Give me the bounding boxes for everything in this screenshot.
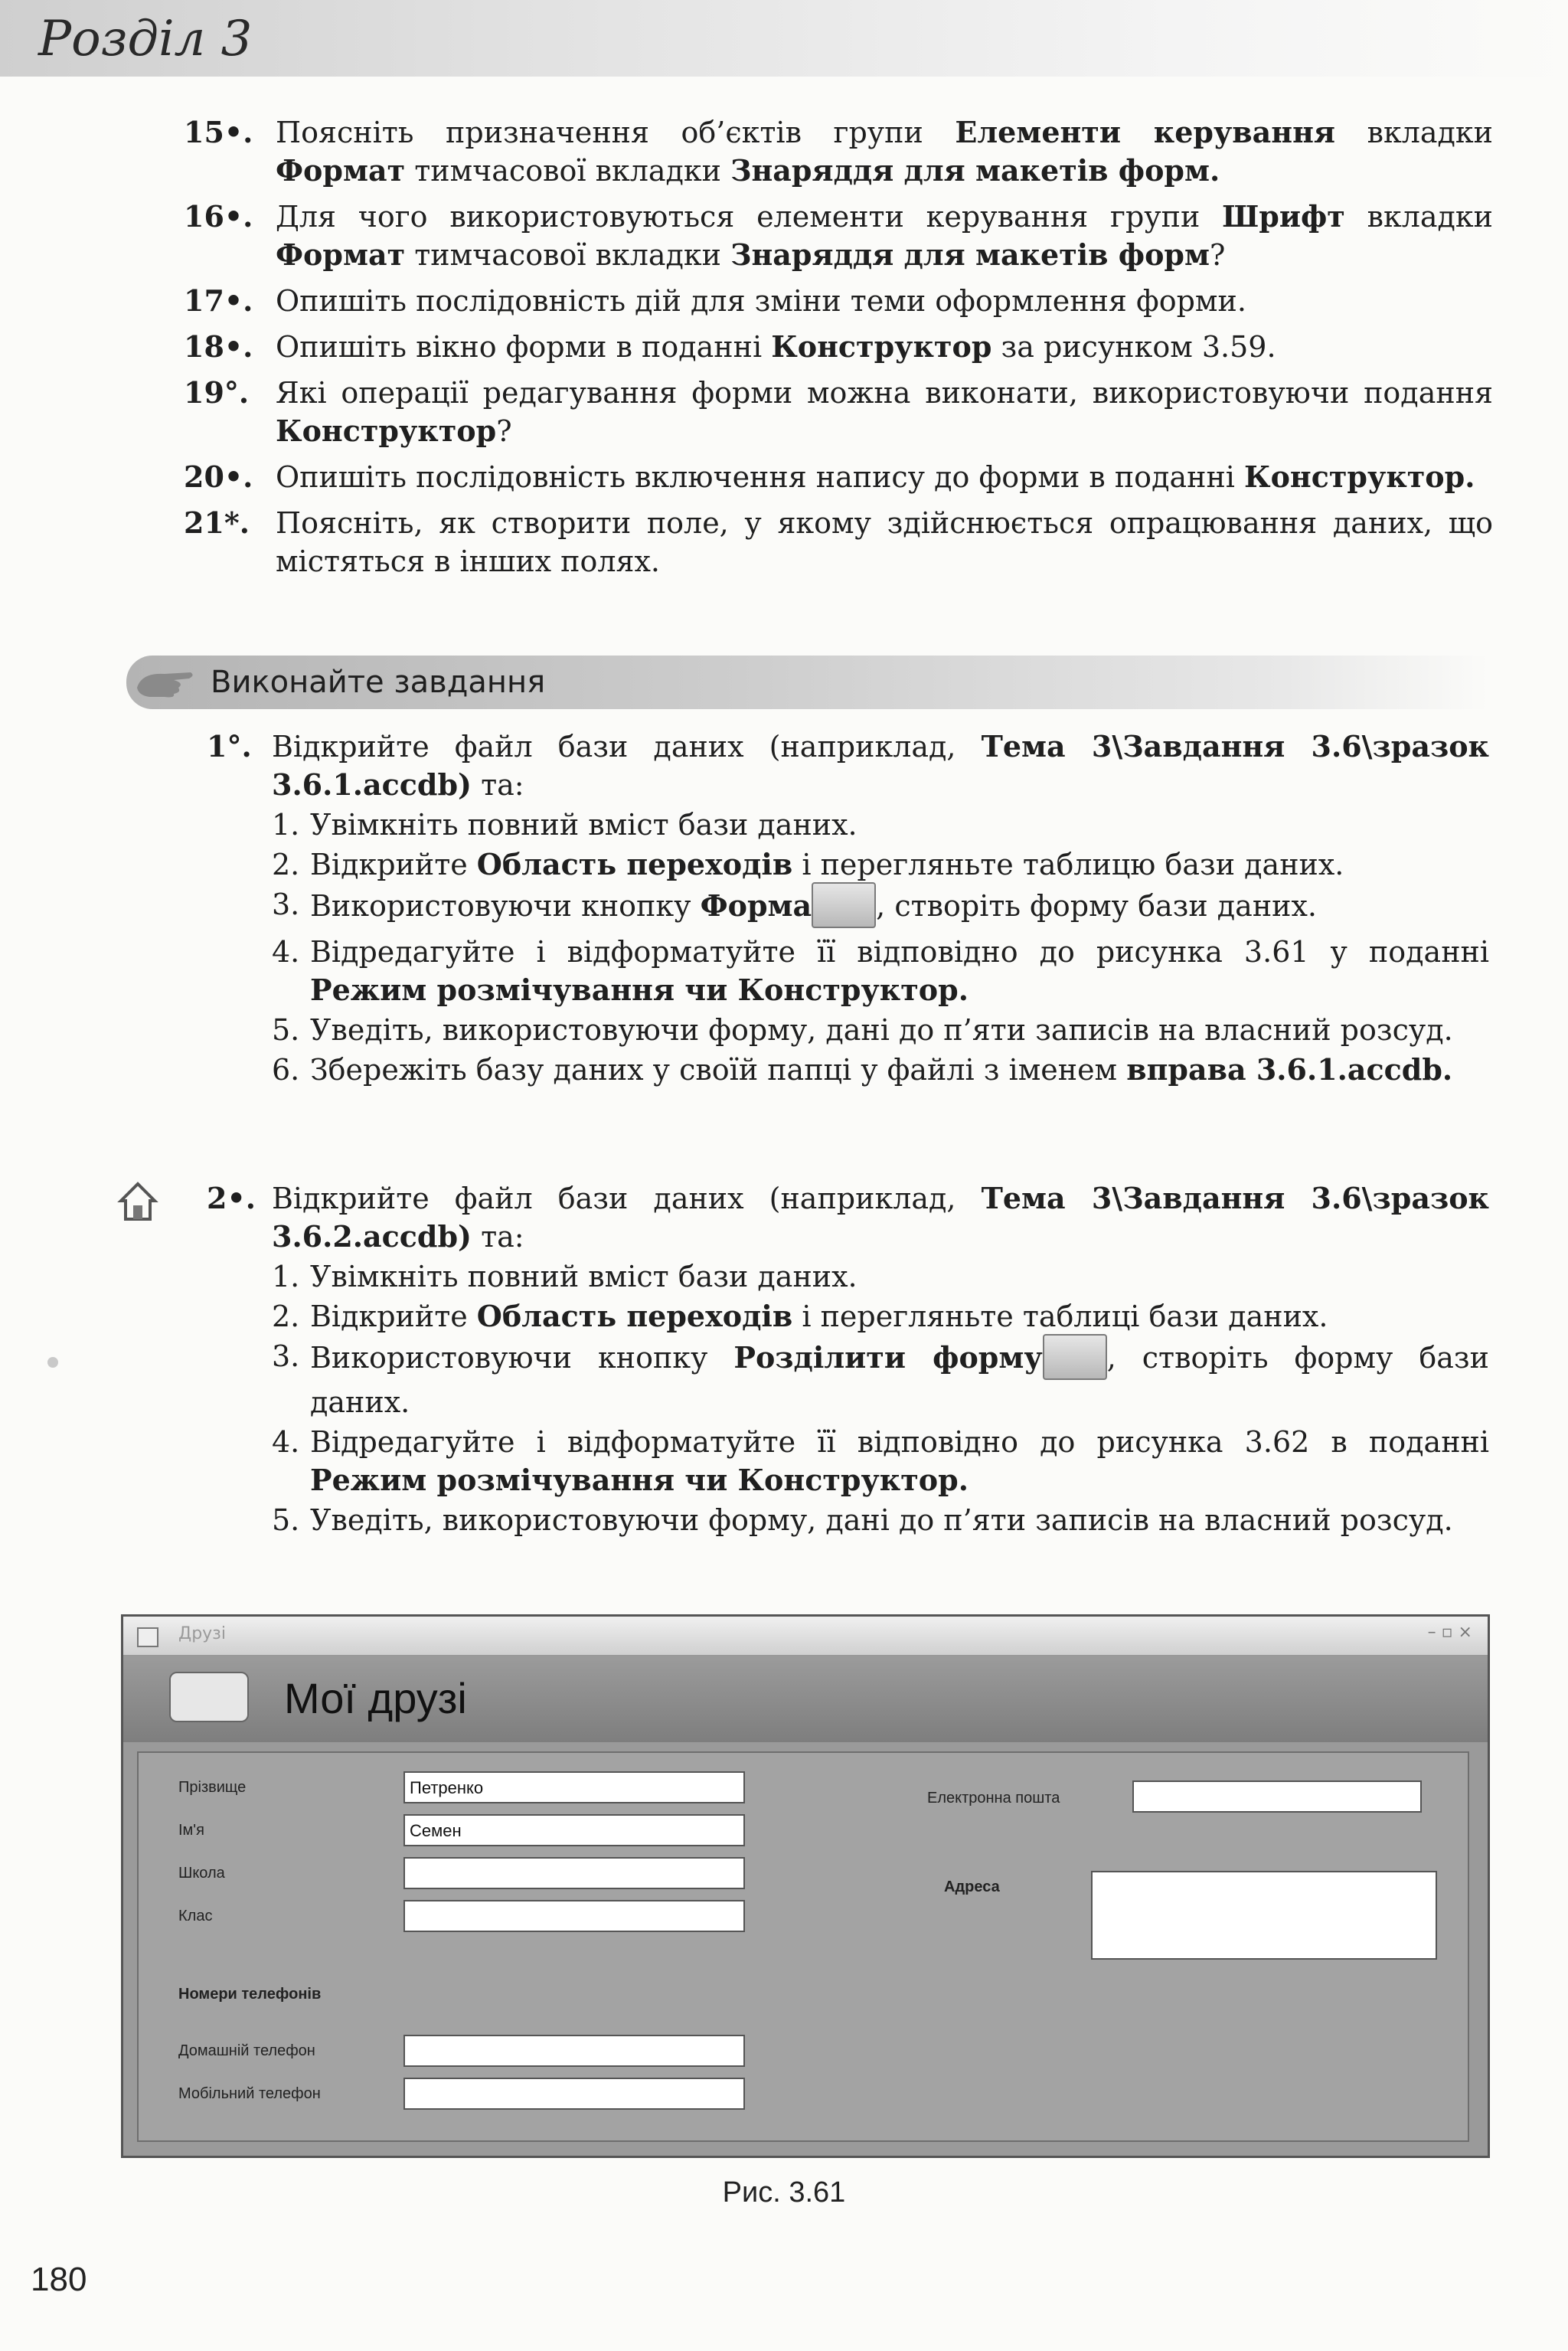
task-header-title: Виконайте завдання <box>211 665 546 700</box>
step-text <box>310 1300 1328 1333</box>
name-label: Ім'я <box>178 1822 204 1839</box>
bold-term: Область переходів <box>476 1299 793 1333</box>
question-item <box>184 282 1493 320</box>
window-title: Друзі <box>178 1624 226 1643</box>
form-detail-area <box>137 1751 1469 2142</box>
text-run: Опишіть послідовність включення напису до форми в поданні <box>276 460 1245 494</box>
text-run: тимчасової вкладки <box>405 238 731 272</box>
school-field[interactable] <box>403 1857 745 1889</box>
step-text <box>310 1425 1489 1497</box>
question-text <box>276 284 1246 318</box>
mobile-phone-field[interactable] <box>403 2078 745 2110</box>
task-header-band <box>126 656 1489 709</box>
task-step <box>272 933 1489 1009</box>
form-logo-icon <box>169 1672 249 1722</box>
text-run: та: <box>472 768 524 802</box>
bold-term: Розділити форму <box>733 1339 1043 1375</box>
task-step <box>272 845 1489 884</box>
surname-label: Прізвище <box>178 1779 247 1796</box>
step-number: 2. <box>272 1300 300 1333</box>
question-text <box>276 116 1493 188</box>
bold-term: вправа 3.6.1.accdb. <box>1126 1052 1453 1087</box>
form-title: Мої друзі <box>284 1674 467 1722</box>
step-number: 5. <box>272 1503 300 1537</box>
step-number: 3. <box>272 1339 300 1373</box>
text-run: Відкрийте файл бази даних (наприклад, <box>272 1182 982 1215</box>
task-1 <box>207 728 1489 804</box>
bold-term: Конструктор <box>276 414 497 448</box>
split-form-button-icon <box>1043 1334 1107 1380</box>
step-text <box>310 889 1317 923</box>
text-run: та: <box>472 1220 524 1254</box>
text-run: Поясніть, як створити поле, у якому здійснюється опрацювання даних, що містяться в інших полях. <box>276 506 1493 578</box>
bold-term: Тема 3\Завдання 3.6\зразок 3.6.1.accdb) <box>272 729 1489 802</box>
text-run: тимчасової вкладки <box>405 154 731 188</box>
question-number: 17•. <box>184 283 253 318</box>
text-run: вкладки <box>1335 116 1494 149</box>
question-item <box>184 198 1493 274</box>
section-label: Розділ 3 <box>38 11 253 67</box>
bold-term: Область переходів <box>476 847 793 881</box>
question-item <box>184 328 1493 366</box>
text-run: ? <box>496 414 512 448</box>
step-text <box>310 935 1489 1007</box>
bold-term: Знаряддя для макетів форм <box>730 237 1210 272</box>
pointing-hand-icon <box>134 665 195 700</box>
step-number: 1. <box>272 808 300 842</box>
surname-field[interactable]: Петренко <box>403 1771 745 1803</box>
text-run: Використовуючи кнопку <box>310 888 701 923</box>
bold-term: Знаряддя для макетів форм. <box>730 153 1220 188</box>
step-number: 2. <box>272 848 300 881</box>
questions-list <box>184 113 1493 588</box>
text-run: Опишіть послідовність дій для зміни теми оформлення форми. <box>276 284 1246 318</box>
figure-caption: Рис. 3.61 <box>722 2176 846 2209</box>
task-step <box>272 1501 1489 1539</box>
step-text <box>310 1341 1489 1420</box>
form-header-banner <box>123 1656 1488 1742</box>
step-number: 5. <box>272 1013 300 1047</box>
task-number: 1°. <box>207 729 252 764</box>
step-text <box>310 848 1344 881</box>
bold-term: Режим розмічування чи Конструктор. <box>310 1463 969 1497</box>
step-text <box>310 1260 858 1293</box>
text-run: Використовуючи кнопку <box>310 1340 734 1375</box>
question-item <box>184 113 1493 190</box>
step-text <box>310 1503 1453 1537</box>
text-run: вкладки <box>1344 200 1494 234</box>
text-run: Поясніть призначення об’єктів групи <box>276 116 956 149</box>
question-text <box>276 460 1475 494</box>
question-item <box>184 458 1493 496</box>
text-run: Відредагуйте і відформатуйте її відповідно до рисунка 3.61 у поданні <box>310 935 1489 969</box>
school-label: Школа <box>178 1865 225 1882</box>
text-run: Відкрийте <box>310 1300 477 1333</box>
home-phone-label: Домашній телефон <box>178 2042 315 2059</box>
name-field[interactable]: Семен <box>403 1814 745 1846</box>
class-field[interactable] <box>403 1900 745 1932</box>
task-number: 2•. <box>207 1181 256 1215</box>
email-field[interactable] <box>1132 1780 1422 1813</box>
step-number: 4. <box>272 1425 300 1459</box>
text-run: за рисунком 3.59. <box>991 330 1276 364</box>
question-number: 21*. <box>184 505 250 540</box>
bold-term: Шрифт <box>1222 199 1345 234</box>
text-run: Уведіть, використовуючи форму, дані до п’яти записів на власний розсуд. <box>310 1503 1453 1537</box>
question-item <box>184 374 1493 450</box>
task-step <box>272 1297 1489 1336</box>
bold-term: Формат <box>276 237 406 272</box>
step-text <box>310 1053 1452 1087</box>
step-number: 3. <box>272 888 300 921</box>
task-intro <box>207 728 1489 804</box>
task-step <box>272 1337 1489 1421</box>
task-1-steps <box>272 806 1489 1090</box>
question-text <box>276 506 1493 578</box>
question-text <box>276 376 1493 448</box>
question-number: 18•. <box>184 329 253 364</box>
question-number: 16•. <box>184 199 253 234</box>
question-text <box>276 330 1276 364</box>
window-controls[interactable]: – ▫ × <box>1427 1623 1472 1642</box>
question-text <box>276 200 1493 272</box>
text-run: Які операції редагування форми можна виконати, використовуючи подання <box>276 376 1493 410</box>
text-run: Уведіть, використовуючи форму, дані до п’яти записів на власний розсуд. <box>310 1013 1453 1047</box>
bold-term: Формат <box>276 153 406 188</box>
text-run: ? <box>1210 238 1226 272</box>
text-run: Увімкніть повний вміст бази даних. <box>310 1260 858 1293</box>
section-header <box>0 0 1568 77</box>
step-number: 6. <box>272 1053 300 1087</box>
text-run: і перегляньте таблицю бази даних. <box>792 848 1344 881</box>
phones-heading: Номери телефонів <box>178 1986 322 2003</box>
page-speck <box>47 1357 58 1368</box>
step-text <box>310 1013 1453 1047</box>
form-button-icon <box>812 882 876 928</box>
task-step <box>272 1051 1489 1089</box>
step-number: 1. <box>272 1260 300 1293</box>
text-run: , створіть форму бази даних. <box>876 888 1317 923</box>
mobile-phone-label: Мобільний телефон <box>178 2085 321 2102</box>
question-number: 15•. <box>184 115 253 149</box>
bold-term: Форма <box>700 888 812 923</box>
bold-term: Елементи керування <box>955 115 1336 149</box>
address-field[interactable] <box>1091 1871 1437 1960</box>
task-intro <box>207 1179 1489 1256</box>
address-label: Адреса <box>944 1879 1000 1895</box>
task-2-steps <box>272 1257 1489 1541</box>
class-label: Клас <box>178 1908 213 1924</box>
text-run: і перегляньте таблиці бази даних. <box>792 1300 1328 1333</box>
bold-term: Конструктор <box>771 329 992 364</box>
window-titlebar <box>123 1617 1488 1656</box>
text-run: Увімкніть повний вміст бази даних. <box>310 808 858 842</box>
text-run: , створіть форму бази даних. <box>310 1340 1489 1419</box>
text-run: Збережіть базу даних у своїй папці у файлі з іменем <box>310 1053 1127 1087</box>
question-number: 19°. <box>184 375 250 410</box>
task-step <box>272 885 1489 931</box>
task-2 <box>207 1179 1489 1256</box>
text-run: Відкрийте файл бази даних (наприклад, <box>272 730 982 764</box>
email-label: Електронна пошта <box>927 1790 1060 1807</box>
question-item <box>184 504 1493 580</box>
text-run: Відкрийте <box>310 848 477 881</box>
page-number: 180 <box>31 2261 87 2298</box>
task-step <box>272 806 1489 844</box>
step-text <box>310 808 858 842</box>
bold-term: Тема 3\Завдання 3.6\зразок 3.6.2.accdb) <box>272 1181 1489 1254</box>
home-icon <box>115 1178 161 1224</box>
step-number: 4. <box>272 935 300 969</box>
task-step <box>272 1423 1489 1499</box>
text-run: Опишіть вікно форми в поданні <box>276 330 772 364</box>
task-step <box>272 1011 1489 1049</box>
text-run: Для чого використовуються елементи керування групи <box>276 200 1223 234</box>
home-phone-field[interactable] <box>403 2035 745 2067</box>
question-number: 20•. <box>184 459 253 494</box>
bold-term: Режим розмічування чи Конструктор. <box>310 973 969 1007</box>
form-window-icon <box>137 1627 158 1647</box>
access-form-screenshot <box>121 1614 1490 2158</box>
bold-term: Конструктор. <box>1244 459 1475 494</box>
text-run: Відредагуйте і відформатуйте її відповідно до рисунка 3.62 в поданні <box>310 1425 1489 1459</box>
task-step <box>272 1257 1489 1296</box>
